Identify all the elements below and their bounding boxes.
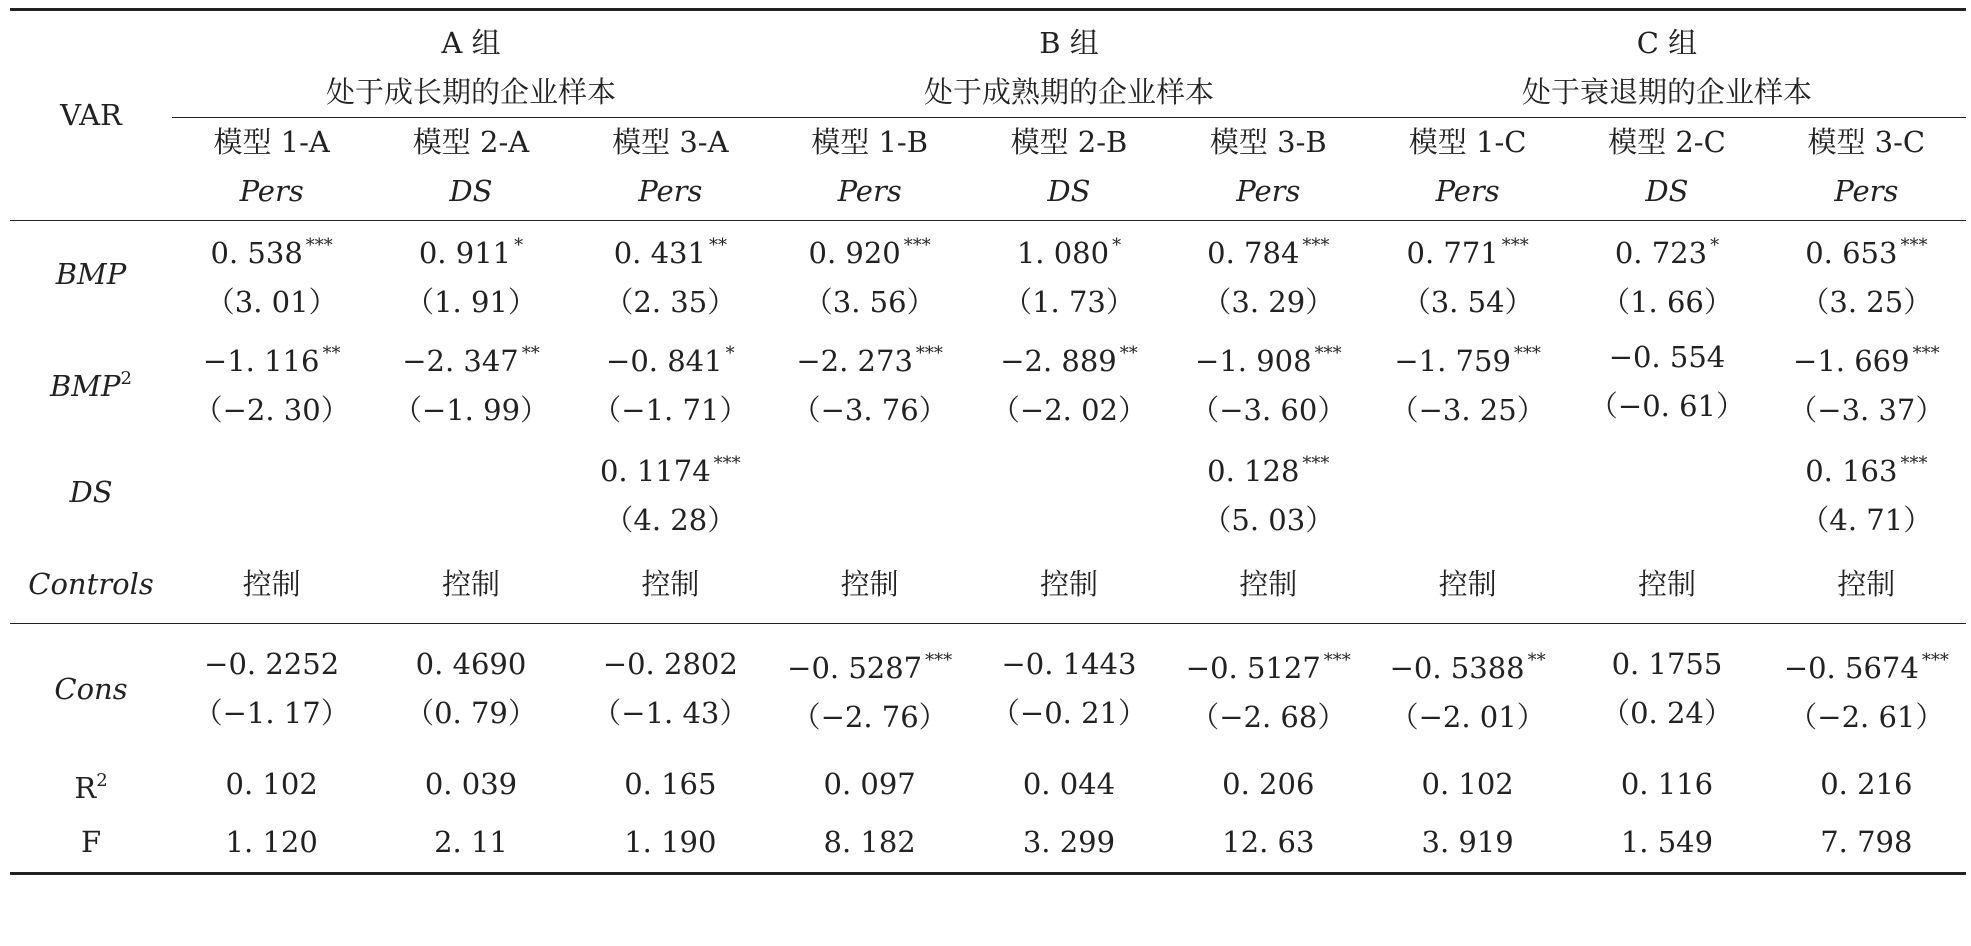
dependent-variable: Pers [638,174,703,208]
t-statistic: （−1. 43） [592,696,749,731]
row-label [10,813,172,873]
coefficient-line [571,221,770,278]
row-label-text: R [74,770,97,805]
dependent-variable: Pers [1435,174,1500,208]
group-c-header [1368,10,1966,118]
coefficient-line [571,640,770,689]
coefficient-line [371,329,570,386]
t-statistic: （−1. 71） [592,393,749,427]
t-statistic: （−0. 61） [1588,389,1745,423]
significance-stars: ** [322,343,341,364]
coef-cell [770,623,969,755]
coef-cell [1368,327,1567,437]
value-cell: 1. 549 [1567,813,1766,873]
coef-cell [1368,623,1567,755]
value-cell: 控制 [1039,567,1098,602]
model-header [1767,118,1966,221]
row-label [10,755,172,813]
t-statistic: （−0. 21） [990,696,1148,731]
group-a-desc: 处于成长期的企业样本 [325,75,616,109]
coef-cell [571,221,770,328]
significance-stars: * [1710,235,1720,256]
significance-stars: ** [708,235,727,256]
significance-stars: *** [1900,235,1928,256]
model-header-row [10,118,1966,221]
significance-stars: *** [305,235,333,256]
value-cell: 12. 63 [1169,813,1368,873]
coefficient-line [1767,439,1966,496]
significance-stars: *** [1323,650,1351,672]
row-bmp2 [10,327,1966,437]
coef-cell [1767,221,1966,328]
coefficient-line [571,329,770,386]
significance-stars: *** [903,235,931,256]
significance-stars: *** [713,453,741,474]
coefficient-line [770,636,969,693]
coef-cell [1368,221,1567,328]
dependent-variable: DS [1645,174,1689,208]
t-statistic: （1. 66） [1601,285,1733,319]
model-name: 模型 1-A [213,125,330,159]
coefficient: −0. 841 [606,344,723,378]
significance-stars: *** [1314,343,1342,364]
coefficient: 0. 1755 [1611,647,1723,682]
row-bmp [10,221,1966,328]
model-header [571,118,770,221]
t-statistic: （−2. 02） [990,393,1148,427]
t-statistic: （1. 91） [405,285,537,319]
t-statistic: （−2. 68） [1190,700,1347,735]
value-cell: 2. 11 [371,813,570,873]
value-cell: 控制 [840,567,899,602]
coefficient: −0. 1443 [1001,647,1137,682]
row-label-text: BMP [50,368,121,403]
coefficient-line [1767,221,1966,278]
coefficient-line [770,221,969,278]
coefficient: −0. 554 [1608,340,1726,374]
coef-cell [770,327,969,437]
coef-cell [371,623,570,755]
coef-cell [969,221,1168,328]
coefficient-line [969,329,1168,386]
coefficient: 0. 128 [1207,454,1300,488]
coefficient-line [172,329,371,386]
coef-cell [571,623,770,755]
var-header: VAR [10,10,172,221]
coefficient: −1. 116 [202,344,320,378]
model-header [770,118,969,221]
coefficient-line [1169,329,1368,386]
significance-stars: *** [915,343,943,364]
coef-cell [172,327,371,437]
model-name: 模型 2-C [1608,125,1726,159]
coefficient-line [1567,221,1766,278]
significance-stars: *** [1912,343,1940,364]
group-c-desc: 处于衰退期的企业样本 [1521,75,1812,109]
coef-cell [1567,437,1766,547]
dependent-variable: DS [1047,174,1091,208]
value-cell: 控制 [242,567,301,602]
coefficient: 0. 4690 [415,647,527,682]
coefficient-line [1767,329,1966,386]
significance-stars: * [725,343,735,364]
coef-cell [770,437,969,547]
value-cell: 控制 [1239,567,1298,602]
model-name: 模型 1-B [811,125,929,159]
significance-stars: *** [1900,453,1928,474]
value-cell: 7. 798 [1767,813,1966,873]
coefficient: 1. 080 [1016,236,1110,270]
coefficient-line [172,221,371,278]
coefficient: 0. 911 [418,236,512,270]
value-cell: 0. 044 [1022,766,1116,801]
value-cell: 控制 [1637,567,1696,602]
group-a-header [172,10,770,118]
coef-cell [371,221,570,328]
coef-cell [1169,327,1368,437]
t-statistic: （−1. 17） [193,696,350,731]
model-header [969,118,1168,221]
t-statistic: （−3. 37） [1788,393,1945,427]
t-statistic: （3. 25） [1800,285,1933,319]
coefficient-line [969,640,1168,689]
coef-cell [1567,221,1766,328]
significance-stars: ** [521,343,540,364]
coefficient-line [1767,636,1966,693]
coefficient: −0. 5287 [787,651,923,686]
row-label [10,327,172,437]
coefficient-line [1368,221,1567,278]
model-header [371,118,570,221]
value-cell: 0. 039 [424,766,518,801]
significance-stars: *** [1921,650,1949,672]
row-controls [10,547,1966,623]
coefficient: −1. 669 [1793,344,1910,378]
row-label-text: F [80,824,102,859]
row-label [10,623,172,755]
coef-cell [571,437,770,547]
row-label [10,221,172,328]
group-b-header [770,10,1368,118]
model-header [172,118,371,221]
significance-stars: * [514,235,524,256]
coefficient: −2. 889 [1000,344,1117,378]
t-statistic: （−2. 61） [1788,700,1945,735]
coef-cell [1767,437,1966,547]
coef-cell [172,221,371,328]
coef-cell [1767,327,1966,437]
coef-cell [969,327,1168,437]
coefficient: 0. 163 [1805,454,1898,488]
value-cell: 1. 120 [172,813,371,873]
model-name: 模型 3-B [1209,125,1327,159]
value-cell: 控制 [1837,567,1896,602]
dependent-variable: DS [449,174,493,208]
t-statistic: （4. 71） [1800,503,1933,537]
row-label [10,547,172,623]
t-statistic: （−3. 76） [791,393,948,427]
coef-cell [1567,327,1766,437]
value-cell: 3. 919 [1368,813,1567,873]
coefficient: 0. 431 [613,236,706,270]
group-header-row [10,10,1966,118]
model-name: 模型 3-A [612,125,729,159]
significance-stars: *** [925,650,953,672]
row-label-power: 2 [120,367,132,389]
coefficient: 0. 784 [1207,236,1300,270]
coefficient: −0. 5674 [1783,651,1919,686]
coef-cell [371,437,570,547]
coef-cell [172,623,371,755]
coef-cell [969,623,1168,755]
significance-stars: ** [1119,343,1138,364]
model-name: 模型 2-B [1010,125,1128,159]
coef-cell [1368,437,1567,547]
coef-cell [172,437,371,547]
row-label-text: DS [69,474,113,509]
coefficient-line [770,329,969,386]
group-b-name: B 组 [1039,26,1099,60]
coef-cell [770,221,969,328]
value-cell: 0. 097 [823,766,916,801]
coefficient-line [969,221,1168,278]
row-label [10,437,172,547]
coefficient: 0. 771 [1406,236,1499,270]
value-cell: 控制 [641,567,700,602]
t-statistic: （−3. 60） [1190,393,1347,427]
significance-stars: * [1112,235,1122,256]
t-statistic: （−2. 76） [791,700,948,735]
coefficient-line [1169,221,1368,278]
row-label-power: 2 [96,769,108,791]
dependent-variable: Pers [837,174,902,208]
value-cell: 0. 102 [225,766,318,801]
t-statistic: （−2. 01） [1389,700,1546,735]
value-cell: 0. 165 [624,766,717,801]
row-ds [10,437,1966,547]
coefficient-line [172,640,371,689]
row-cons [10,623,1966,755]
t-statistic: （−3. 25） [1389,393,1546,427]
coef-cell [1767,623,1966,755]
value-cell: 0. 102 [1421,766,1514,801]
coefficient-line [1567,333,1766,382]
group-b-desc: 处于成熟期的企业样本 [923,75,1214,109]
coefficient: −1. 908 [1195,344,1312,378]
t-statistic: （0. 79） [405,696,537,731]
coefficient-line [571,439,770,496]
value-cell: 3. 299 [969,813,1168,873]
model-header [1368,118,1567,221]
coefficient-line [1169,439,1368,496]
dependent-variable: Pers [1236,174,1301,208]
coefficient-line [371,221,570,278]
coefficient-line [371,640,570,689]
row-f [10,813,1966,873]
significance-stars: *** [1513,343,1541,364]
significance-stars: *** [1501,235,1529,256]
coef-cell [371,327,570,437]
coefficient: −2. 347 [402,344,519,378]
coefficient: −0. 5127 [1185,651,1321,686]
t-statistic: （1. 73） [1003,285,1135,319]
t-statistic: （4. 28） [604,503,737,537]
value-cell: 控制 [1438,567,1497,602]
coef-cell [571,327,770,437]
t-statistic: （−1. 99） [392,393,550,427]
t-statistic: （3. 01） [205,285,338,319]
coef-cell [1169,437,1368,547]
coef-cell [969,437,1168,547]
value-cell: 1. 190 [571,813,770,873]
group-c-name: C 组 [1636,26,1698,60]
t-statistic: （0. 24） [1601,696,1733,731]
coefficient: 0. 723 [1614,236,1708,270]
dependent-variable: Pers [239,174,304,208]
coefficient: −1. 759 [1394,344,1511,378]
t-statistic: （3. 29） [1202,285,1335,319]
row-label-text: BMP [55,256,127,291]
group-a-name: A 组 [441,26,501,60]
row-label-text: Controls [28,567,154,602]
row-r2 [10,755,1966,813]
coefficient-line [1567,640,1766,689]
value-cell: 0. 116 [1620,766,1714,801]
t-statistic: （−2. 30） [193,393,350,427]
coefficient: −0. 2802 [602,647,738,682]
coef-cell [1169,221,1368,328]
coefficient-line [1169,636,1368,693]
regression-table [10,8,1966,875]
model-name: 模型 2-A [412,125,530,159]
coefficient: −0. 5388 [1389,651,1525,686]
significance-stars: *** [1302,453,1330,474]
significance-stars: *** [1302,235,1330,256]
coefficient-line [1368,636,1567,693]
t-statistic: （2. 35） [604,285,737,319]
coef-cell [1567,623,1766,755]
model-name: 模型 3-C [1807,125,1926,159]
t-statistic: （5. 03） [1202,503,1335,537]
significance-stars: ** [1527,650,1546,672]
value-cell: 8. 182 [770,813,969,873]
model-header [1567,118,1766,221]
coefficient: −2. 273 [796,344,913,378]
row-label-text: Cons [54,671,128,706]
value-cell: 0. 216 [1820,766,1913,801]
coefficient: 0. 920 [808,236,901,270]
coefficient: 0. 653 [1805,236,1898,270]
value-cell: 控制 [441,567,500,602]
coef-cell [1169,623,1368,755]
model-name: 模型 1-C [1408,125,1527,159]
t-statistic: （3. 54） [1401,285,1534,319]
coefficient: −0. 2252 [204,647,340,682]
coefficient: 0. 1174 [599,454,711,488]
model-header [1169,118,1368,221]
coefficient-line [1368,329,1567,386]
value-cell: 0. 206 [1222,766,1315,801]
dependent-variable: Pers [1834,174,1899,208]
t-statistic: （3. 56） [803,285,936,319]
coefficient: 0. 538 [210,236,303,270]
